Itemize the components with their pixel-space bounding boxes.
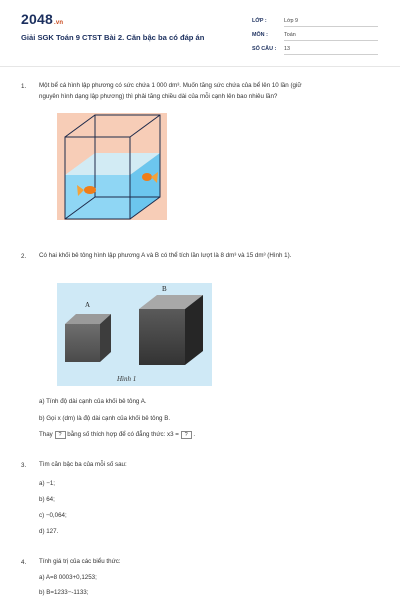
label-b: B [162,285,167,293]
fill-middle: bằng số thích hợp để có đẳng thức: x3 = [67,431,179,438]
meta-grade-value: Lớp 9 [284,18,378,27]
question-1-line-1: Một bể cá hình lập phương có sức chứa 1 000 dm³. Muốn tăng sức chứa của bể lên 10 lần (giữ [39,82,302,89]
question-4-item-b: b) B=1233−-1133; [39,589,89,596]
logo-main: 2048 [21,11,53,27]
meta-count-label: SỐ CÂU : [252,46,277,52]
block-b [139,295,203,365]
fill-suffix: . [193,431,196,438]
site-logo[interactable] [21,11,63,27]
question-3-item-a: a) −1; [39,480,55,487]
question-1-text [39,81,384,102]
fish-tank-image [57,113,167,220]
fill-box-2[interactable]: ? [181,431,192,439]
question-3-item-c: c) −0,064; [39,512,67,519]
question-2-fill-line [39,431,195,439]
question-2-part-a: a) Tính độ dài cạnh của khối bê tông A. [39,398,147,405]
question-4-number: 4. [21,559,27,566]
question-4-text: Tính giá trị của các biểu thức: [39,558,121,565]
question-3-text: Tìm căn bậc ba của mỗi số sau: [39,461,127,468]
question-1-line-2: nguyên hình dạng lập phương) thì phải tăng chiều dài của mỗi cạnh lên bao nhiêu lần? [39,92,278,100]
fill-prefix: Thay [39,431,53,438]
question-2-number: 2. [21,253,27,260]
question-3-item-b: b) 64; [39,496,55,503]
meta-count-value: 13 [284,46,378,55]
concrete-blocks-image [57,283,212,386]
question-1-number: 1. [21,83,27,90]
figure-caption: Hình 1 [117,375,137,383]
meta-count [252,46,290,52]
question-2-text: Có hai khối bê tông hình lập phương A và B có thể tích lần lượt là 8 dm³ và 15 dm³ (Hình 1). [39,252,292,259]
meta-grade-label: LỚP : [252,18,267,24]
meta-subject [252,32,296,38]
label-a: A [85,301,91,309]
meta-subject-label: MÔN : [252,32,268,38]
logo-suffix: .vn [53,20,64,26]
document-title: Giải SGK Toán 9 CTST Bài 2. Căn bậc ba có đáp án [21,33,205,42]
question-2-part-b: b) Gọi x (dm) là độ dài cạnh của khối bê tông B. [39,415,171,422]
question-3-number: 3. [21,462,27,469]
question-3-item-d: d) 127. [39,528,59,535]
question-4-item-a: a) A=8 0003+0,1253; [39,574,97,581]
meta-grade [252,18,299,24]
header-divider [0,66,400,67]
fill-box-1[interactable]: ? [55,431,66,439]
block-a [65,314,111,362]
meta-subject-value: Toán [284,32,378,41]
